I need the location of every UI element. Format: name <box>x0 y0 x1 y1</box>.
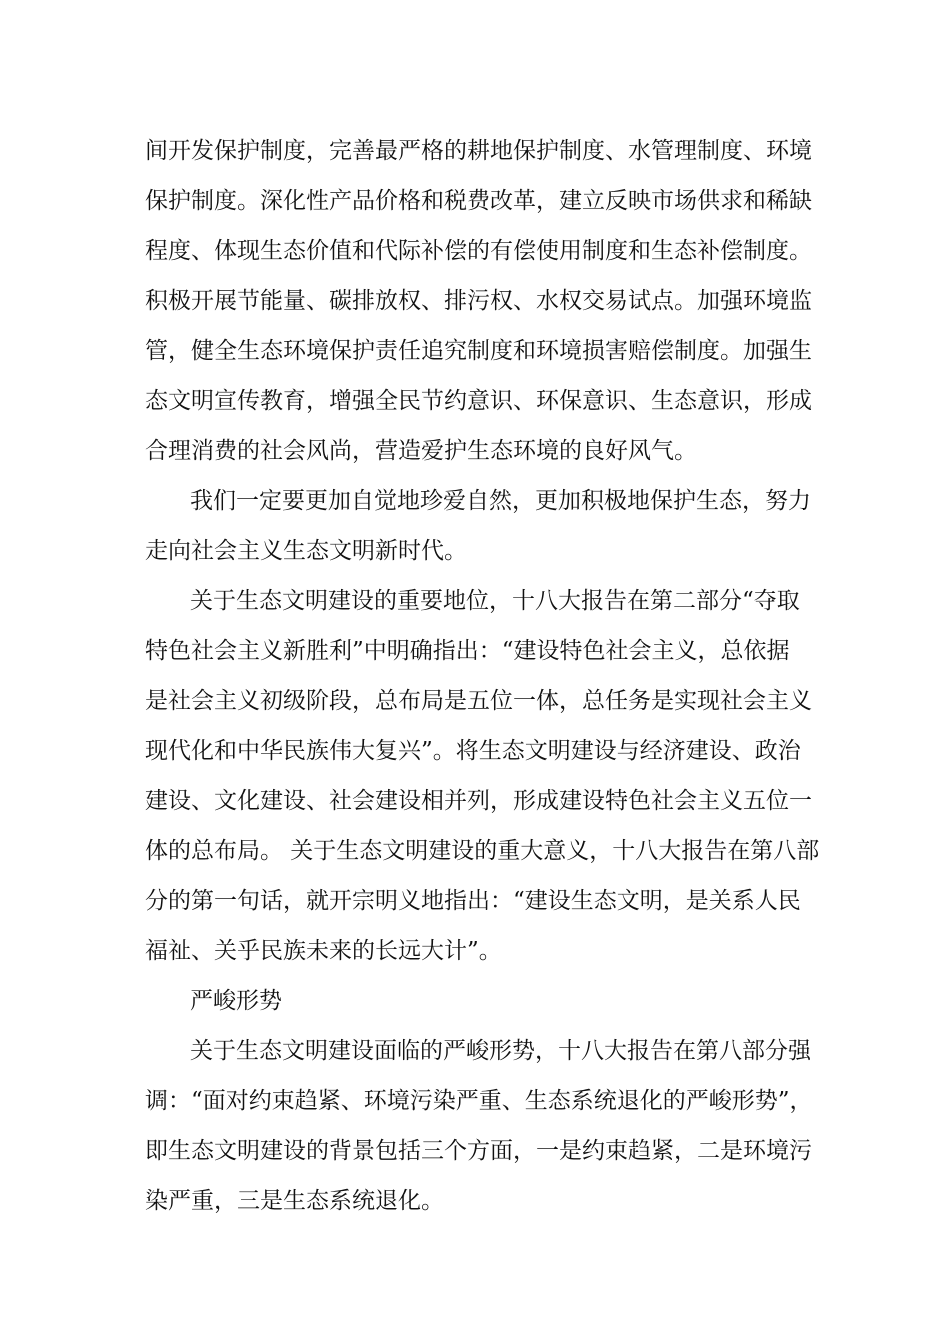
text-line: 我们一定要更加自觉地珍爱自然，更加积极地保护生态，努力 <box>190 488 811 514</box>
text-line: 态文明宣传教育，增强全民节约意识、环保意识、生态意识，形成 <box>145 388 812 414</box>
text-line: 建设、文化建设、社会建设相并列，形成建设特色社会主义五位一 <box>145 788 812 814</box>
text-line: 管，健全生态环境保护责任追究制度和环境损害赔偿制度。加强生 <box>145 338 812 364</box>
text-line: 保护制度。深化性产品价格和税费改革，建立反映市场供求和稀缺 <box>145 188 812 214</box>
text-line: 即生态文明建设的背景包括三个方面，一是约束趋紧，二是环境污 <box>145 1138 812 1164</box>
text-line: 福祉、关乎民族未来的长远大计”。 <box>145 938 502 964</box>
text-line: 现代化和中华民族伟大复兴”。将生态文明建设与经济建设、政治 <box>145 738 801 764</box>
text-line: 分的第一句话，就开宗明义地指出：“建设生态文明，是关系人民 <box>145 888 801 914</box>
text-line: 调：“面对约束趋紧、环境污染严重、生态系统退化的严峻形势”， <box>145 1088 813 1114</box>
section-heading: 严峻形势 <box>190 988 282 1014</box>
text-line: 程度、体现生态价值和代际补偿的有偿使用制度和生态补偿制度。 <box>145 238 812 264</box>
text-line: 关于生态文明建设的重要地位，十八大报告在第二部分“夺取 <box>190 588 800 614</box>
text-line: 关于生态文明建设面临的严峻形势，十八大报告在第八部分强 <box>190 1038 811 1064</box>
text-line: 体的总布局。 关于生态文明建设的重大意义，十八大报告在第八部 <box>145 838 820 864</box>
text-line: 走向社会主义生态文明新时代。 <box>145 538 467 564</box>
text-line: 特色社会主义新胜利”中明确指出：“建设特色社会主义，总依据 <box>145 638 790 664</box>
text-line: 间开发保护制度，完善最严格的耕地保护制度、水管理制度、环境 <box>145 138 812 164</box>
text-line: 合理消费的社会风尚，营造爱护生态环境的良好风气。 <box>145 438 697 464</box>
text-line: 染严重，三是生态系统退化。 <box>145 1188 444 1214</box>
text-line: 积极开展节能量、碳排放权、排污权、水权交易试点。加强环境监 <box>145 288 812 314</box>
text-line: 是社会主义初级阶段，总布局是五位一体，总任务是实现社会主义 <box>145 688 812 714</box>
